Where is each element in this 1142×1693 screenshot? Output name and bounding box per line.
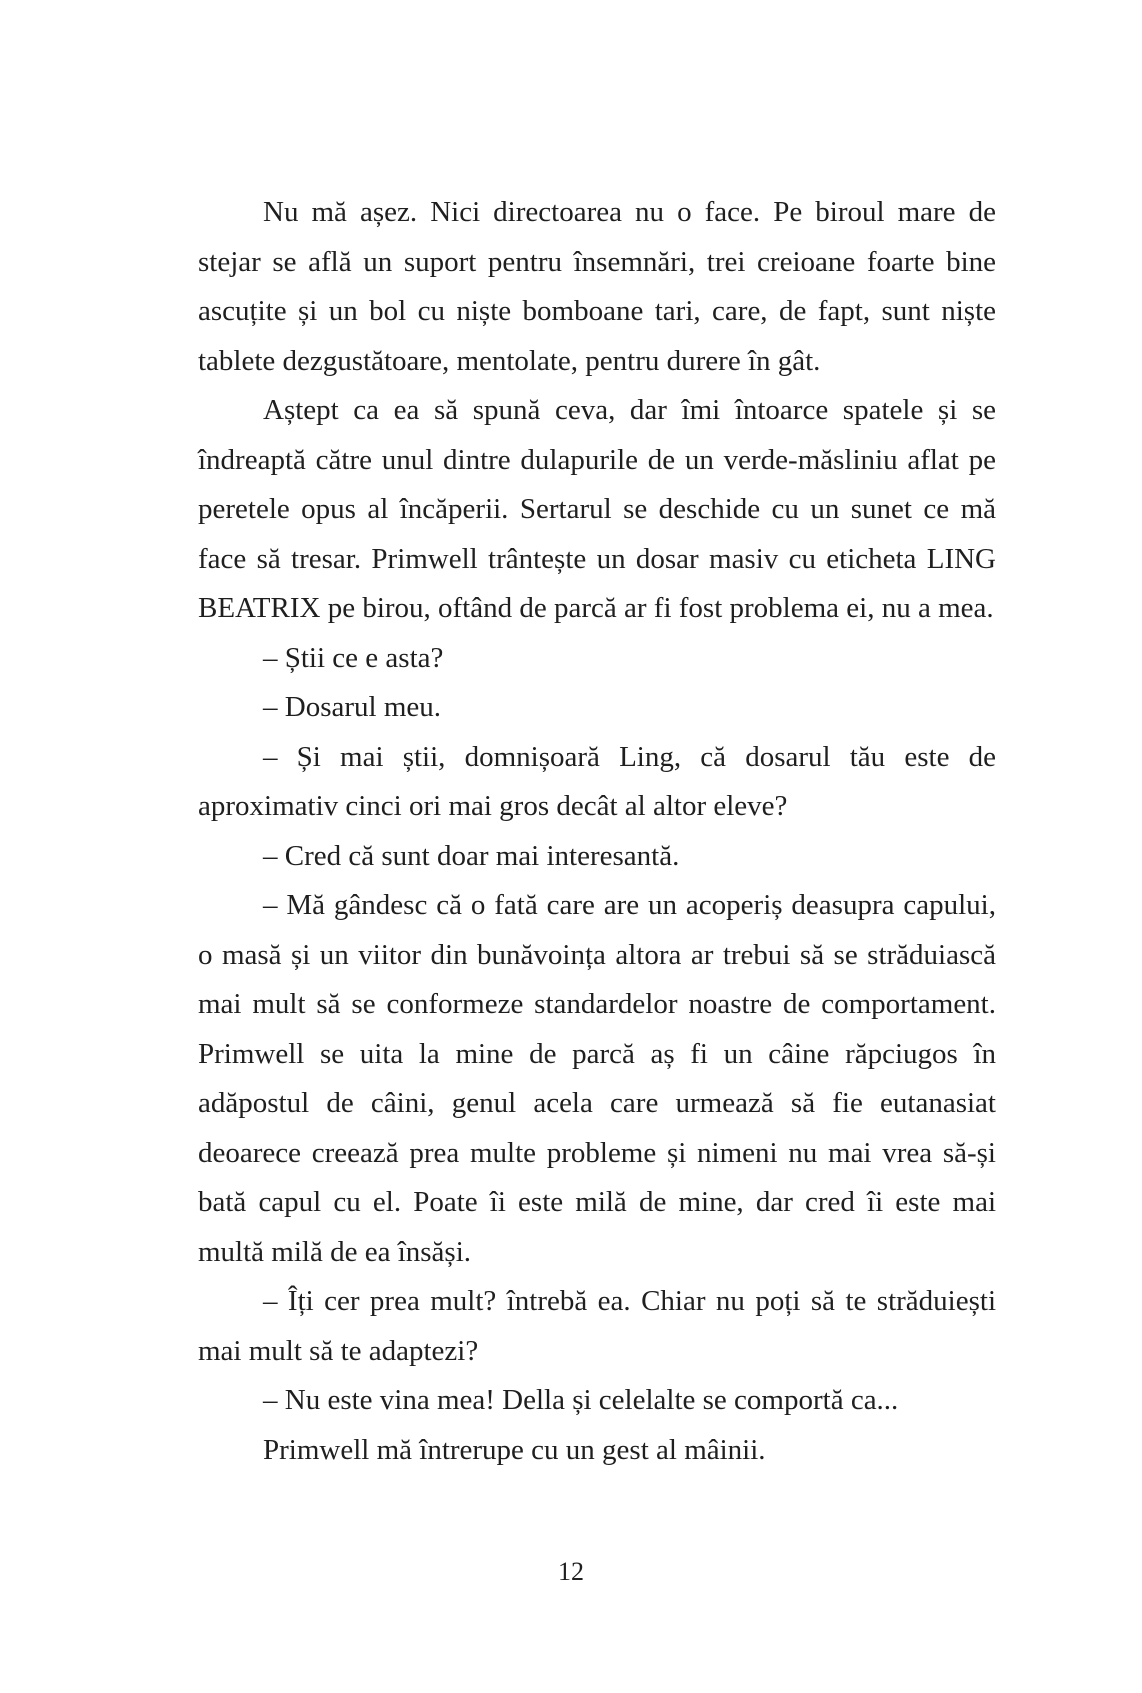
paragraph: Aștept ca ea să spună ceva, dar îmi întoarce spatele și se îndreaptă către unul dintre dulapurile de un verde-măsliniu aflat pe peretele opus al încăperii. Sertarul se deschide cu un sunet ce mă face să tresar. Primwell trântește un dosar masiv cu eticheta LING BEATRIX pe birou, oftând de parcă ar fi fost problema ei, nu a mea. xyxy=(198,394,996,624)
paragraph: Nu mă așez. Nici directoarea nu o face. Pe biroul mare de stejar se află un suport pentru însemnări, trei creioane foarte bine ascuțite și un bol cu niște bomboane tari, care, de fapt, sunt niște tablete dezgustătoare, mentolate, pentru durere în gât. xyxy=(198,196,996,377)
body-text xyxy=(198,188,996,1475)
dialogue-line: – Și mai știi, domnișoară Ling, că dosarul tău este de aproximativ cinci ori mai gros decât al altor eleve? xyxy=(198,740,996,822)
dialogue-line: – Îți cer prea mult? întrebă ea. Chiar nu poți să te străduiești mai mult să te adaptezi? xyxy=(198,1285,996,1367)
dialogue-line: – Nu este vina mea! Della și celelalte se comportă ca... xyxy=(263,1384,899,1416)
dialogue-line: – Cred că sunt doar mai interesantă. xyxy=(263,839,680,872)
dialogue-line: – Știi ce e asta? xyxy=(263,641,444,674)
dialogue-line: – Mă gândesc că o fată care are un acoperiș deasupra capului, o masă și un viitor din bunăvoința altora ar trebui să se străduiască mai mult să se conformeze standardelor noastre de comportament. Primwell se uita la mine de parcă aș fi un câine răpciugos în adăpostul de câini, genul acela care urmează să fie eutanasiat deoarece creează prea multe probleme și nimeni nu mai vrea să-și bată capul cu el. Poate îi este milă de mine, dar cred îi este mai multă milă de ea însăși. xyxy=(198,889,996,1268)
paragraph: Primwell mă întrerupe cu un gest al mâinii. xyxy=(263,1433,766,1466)
dialogue-line: – Dosarul meu. xyxy=(263,691,441,723)
page-number: 12 xyxy=(558,1557,584,1586)
